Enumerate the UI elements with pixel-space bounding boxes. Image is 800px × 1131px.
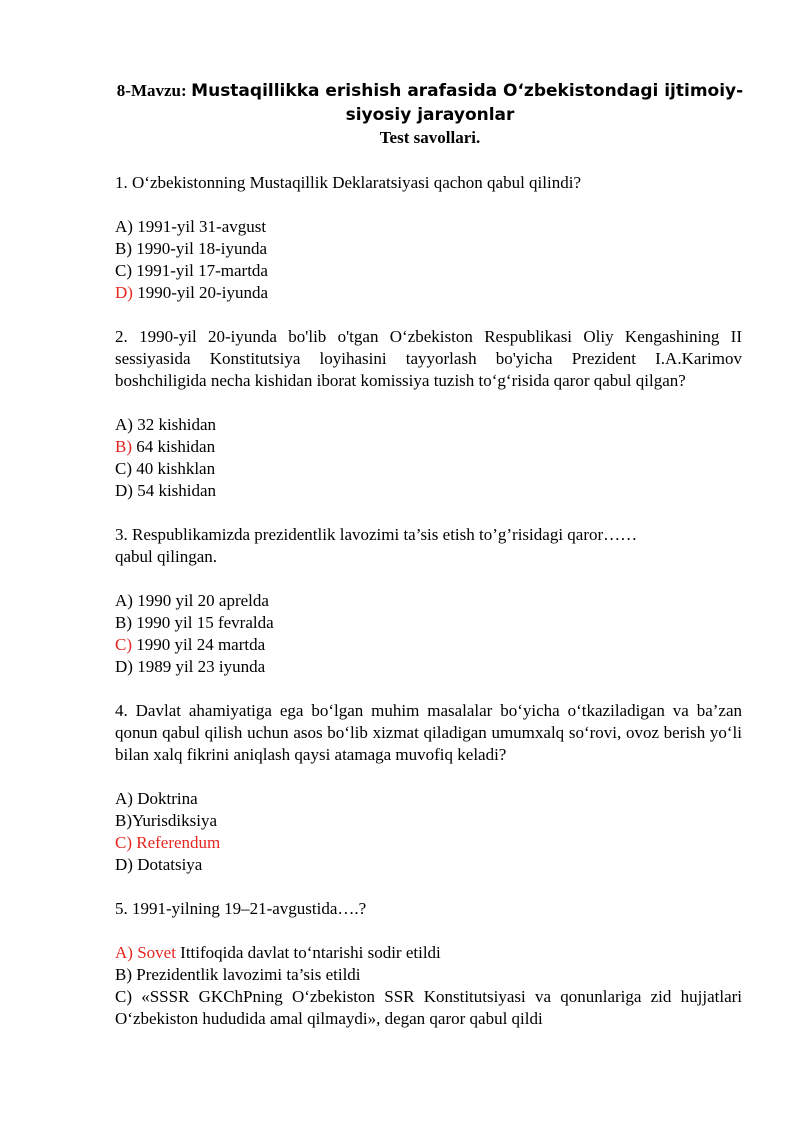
correct-option: C) Referendum [115,833,221,852]
option-text: 1991-yil 31-avgust [132,217,267,236]
option-letter: C) [115,987,132,1006]
option-letter: B) [115,811,132,830]
question-3-line-1: 3. Respublikamizda prezidentlik lavozimi ta’sis etish to’g’risidagi qaror…… [115,525,638,544]
option-1d [115,282,742,304]
questions-content [115,172,742,1030]
correct-option-letter: C) [115,635,132,654]
option-letter: A) [115,591,133,610]
topic-title-part-2: siyosiy jarayonlar [345,105,515,125]
correct-option-letter: B) [115,437,132,456]
title-line-1 [100,78,760,103]
option-letter: C) [115,261,132,280]
option-text: 1990-yil 18-iyunda [132,239,268,258]
question-4: 4. Davlat ahamiyatiga ega bo‘lgan muhim masalalar bo‘yicha o‘tkaziladigan va ba’zan qonun qabul qilish uchun asos bo‘lib xizmat qiladigan umumxalq so‘rovi, ovoz berish yo‘li bilan xalq fikrini aniqlash qaysi atamaga muvofiq keladi? [115,701,742,764]
question-2: 2. 1990-yil 20-iyunda bo'lib o'tgan O‘zbekiston Respublikasi Oliy Kengashining II sessiyasida Konstitutsiya loyihasini tayyorlash bo'yicha Prezident I.A.Karimov boshchiligida necha kishidan iborat komissiya tuzish to‘g‘risida qaror qabul qilgan? [115,327,742,390]
topic-title-part-1: Mustaqillikka erishish arafasida O‘zbekistondagi ijtimoiy- [191,81,744,101]
option-letter: B) [115,239,132,258]
option-text: 1990-yil 20-iyunda [132,283,268,302]
subtitle: Test savollari. [379,128,481,147]
option-letter: D) [115,657,133,676]
option-text: «SSSR GKChPning O‘zbekiston SSR Konstitutsiyasi va qonunlariga zid hujjatlari O‘zbekiston hududida amal qilmaydi», degan qaror qabul qildi [115,987,742,1028]
option-letter: A) [115,789,133,808]
topic-number: 8-Mavzu: [116,81,187,100]
option-letter: B) [115,613,132,632]
option-text: Yurisdiksiya [132,811,217,830]
option-3c [115,634,742,656]
option-text: Dotatsiya [132,855,203,874]
option-4a [115,788,742,810]
option-letter: A) [115,415,133,434]
correct-option-letter: D) [115,283,133,302]
option-4b [115,810,742,832]
title-block [100,78,760,149]
option-3a [115,590,742,612]
option-letter: C) [115,459,132,478]
option-text: 40 kishklan [132,459,216,478]
option-5c [115,986,742,1030]
option-2d [115,480,742,502]
option-letter: B) [115,965,132,984]
correct-option-letter: A) Sovet [115,943,176,962]
option-3b [115,612,742,634]
option-text: Ittifoqida davlat to‘ntarishi sodir etildi [175,943,441,962]
option-text: Prezidentlik lavozimi ta’sis etildi [132,965,361,984]
option-text: 1991-yil 17-martda [132,261,268,280]
option-text: 1990 yil 24 martda [132,635,266,654]
option-5a [115,942,742,964]
question-3 [115,524,742,568]
option-1c [115,260,742,282]
option-text: 1990 yil 20 aprelda [132,591,269,610]
option-4d [115,854,742,876]
question-5: 5. 1991-yilning 19–21-avgustida….? [115,899,367,918]
option-letter: D) [115,855,133,874]
option-2c [115,458,742,480]
option-text: 1989 yil 23 iyunda [132,657,266,676]
option-1b [115,238,742,260]
option-text: 64 kishidan [132,437,216,456]
option-text: Doktrina [132,789,198,808]
question-3-line-2: qabul qilingan. [115,547,217,566]
question-1: 1. O‘zbekistonning Mustaqillik Deklaratsiyasi qachon qabul qilindi? [115,173,581,192]
option-letter: A) [115,217,133,236]
option-2a [115,414,742,436]
option-text: 54 kishidan [132,481,217,500]
option-5b [115,964,742,986]
option-3d [115,656,742,678]
option-letter: D) [115,481,133,500]
option-text: 1990 yil 15 fevralda [132,613,274,632]
option-text: 32 kishidan [132,415,217,434]
option-2b [115,436,742,458]
option-1a [115,216,742,238]
option-4c [115,832,742,854]
